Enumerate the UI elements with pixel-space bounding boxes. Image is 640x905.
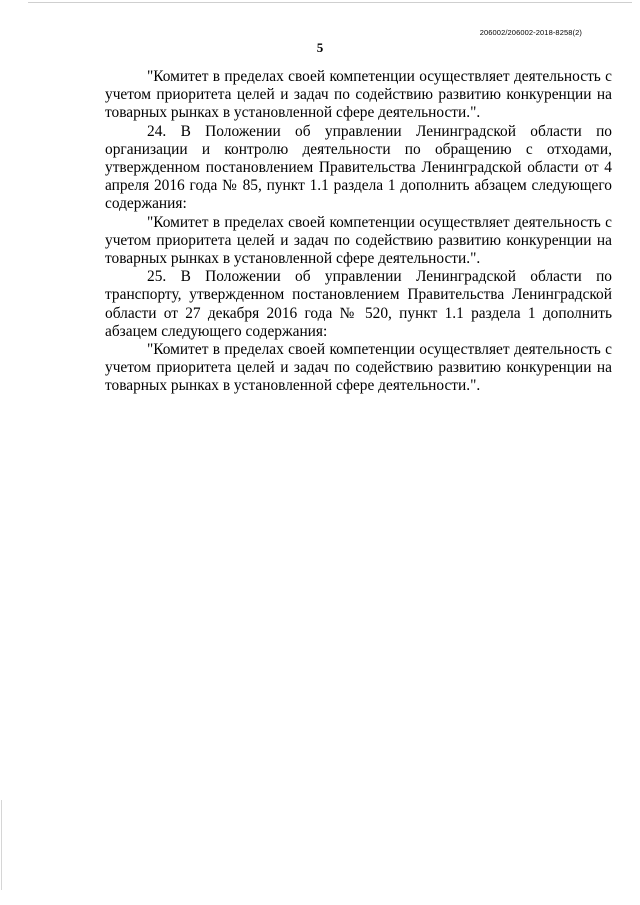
document-code: 206002/206002-2018-8258(2): [479, 28, 582, 37]
page-number: 5: [316, 40, 324, 55]
paragraph-quote-1: "Комитет в пределах своей компетенции осуществляет деятельность с учетом приоритета целей и задач по содействию развитию конкуренции на товарных рынках в установленной сфере деятельности.".: [105, 68, 612, 122]
scan-edge-left: [1, 800, 2, 890]
scan-edge-top: [28, 2, 632, 3]
document-body: [105, 68, 612, 396]
paragraph-item-24: 24. В Положении об управлении Ленинградской области по организации и контролю деятельности по обращению с отходами, утвержденном постановлением Правительства Ленинградской области от 4 апреля 2016 года № 85, пункт 1.1 раздела 1 дополнить абзацем следующего содержания:: [105, 122, 612, 213]
paragraph-item-25: 25. В Положении об управлении Ленинградской области по транспорту, утвержденном постановлением Правительства Ленинградской области от 27 декабря 2016 года № 520, пункт 1.1 раздела 1 дополнить абзацем следующего содержания:: [105, 268, 612, 340]
paragraph-quote-3: "Комитет в пределах своей компетенции осуществляет деятельность с учетом приоритета целей и задач по содействию развитию конкуренции на товарных рынках в установленной сфере деятельности.".: [105, 341, 612, 395]
paragraph-quote-2: "Комитет в пределах своей компетенции осуществляет деятельность с учетом приоритета целей и задач по содействию развитию конкуренции на товарных рынках в установленной сфере деятельности.".: [105, 213, 612, 268]
